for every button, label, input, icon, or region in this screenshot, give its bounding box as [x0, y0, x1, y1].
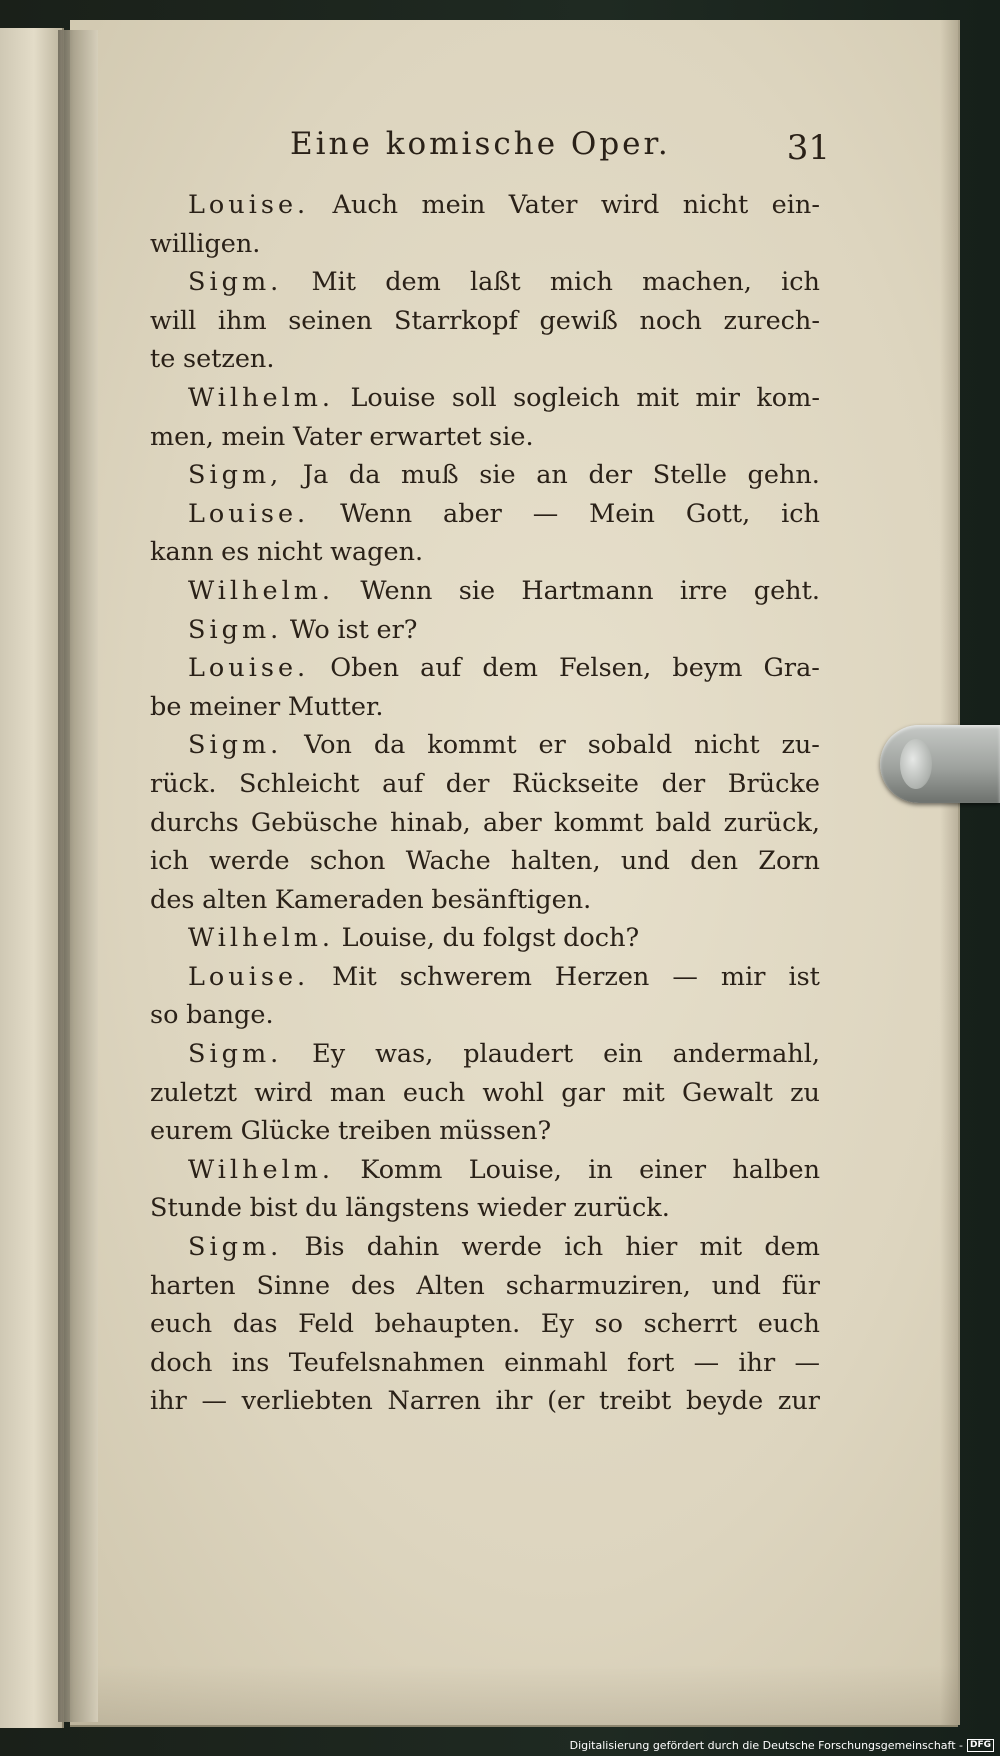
word: Kameraden	[274, 884, 424, 915]
word: euch	[150, 1309, 213, 1340]
dfg-logo: DFG	[967, 1739, 994, 1752]
word: nicht	[694, 730, 760, 761]
word: euch	[402, 1077, 466, 1108]
text-line	[150, 1228, 820, 1267]
word: zu-	[781, 730, 820, 761]
word: ich	[781, 498, 820, 529]
text-line	[150, 726, 820, 765]
word: das	[232, 1309, 278, 1340]
word: hier	[625, 1232, 678, 1263]
word: Mit	[311, 267, 356, 298]
word: Herzen	[554, 961, 650, 992]
page-edge-shadow	[940, 20, 958, 1725]
word: geht.	[753, 575, 820, 606]
text-line	[150, 688, 820, 727]
word: Mein	[589, 498, 655, 529]
word: —	[532, 498, 559, 529]
word: der	[661, 768, 706, 799]
word: so	[150, 1000, 179, 1031]
word: dem	[764, 1232, 820, 1263]
text-line	[150, 1305, 820, 1344]
word: wird	[600, 190, 660, 220]
word: aber	[482, 807, 542, 838]
word: scharmuziren,	[505, 1270, 691, 1301]
speaker-name: Sigm.	[188, 267, 283, 298]
word: verliebten	[241, 1386, 373, 1417]
word: aber	[443, 498, 502, 529]
speaker-name: Wilhelm.	[188, 575, 335, 606]
word: an	[536, 460, 568, 491]
word: fort	[627, 1347, 675, 1378]
word: halten,	[510, 846, 601, 877]
word: dem	[385, 267, 441, 298]
word: sie	[479, 460, 516, 491]
word: muß	[401, 460, 459, 491]
word: Louise,	[468, 1154, 562, 1185]
word: treiben	[338, 1116, 432, 1147]
word: sobald	[587, 730, 673, 761]
text-line	[150, 225, 820, 264]
word: Zorn	[758, 846, 820, 877]
word: Ey	[312, 1039, 346, 1070]
word: bald	[655, 807, 712, 838]
text-line	[150, 996, 820, 1035]
word: beyde	[685, 1386, 764, 1417]
speaker-name: Sigm.	[188, 1232, 283, 1263]
book-gutter	[58, 30, 98, 1722]
text-line	[150, 533, 820, 572]
word: Glücke	[240, 1116, 331, 1147]
word: ich	[150, 846, 189, 877]
word: Vater	[508, 190, 578, 220]
word: kommt	[427, 730, 517, 761]
word: er?	[376, 614, 418, 645]
word: einmahl	[504, 1347, 608, 1378]
word: Wache	[405, 846, 491, 877]
word: kommt	[553, 807, 644, 838]
word: für	[781, 1270, 820, 1301]
word: Sinne	[256, 1270, 331, 1301]
text-line	[150, 1151, 820, 1190]
speaker-name: Louise.	[188, 190, 310, 220]
word: ich	[564, 1232, 604, 1263]
text-line	[150, 302, 820, 341]
word: Brücke	[727, 768, 820, 799]
word: mit	[622, 1077, 665, 1108]
word: bange.	[186, 1000, 274, 1031]
text-line	[150, 1112, 820, 1151]
page-clip	[880, 725, 1000, 803]
word: und	[711, 1270, 761, 1301]
word: Bis	[304, 1232, 345, 1263]
text-line	[150, 1189, 820, 1228]
word: laßt	[470, 267, 521, 298]
word: zuletzt	[150, 1077, 238, 1108]
word: —	[693, 1347, 720, 1378]
word: gewiß	[539, 305, 618, 336]
word: sie	[458, 575, 496, 606]
word: halben	[732, 1154, 820, 1185]
speaker-name: Wilhelm.	[188, 382, 335, 413]
word: Wo	[289, 614, 330, 645]
credit-text: Digitalisierung gefördert durch die Deutsche Forschungsgemeinschaft -	[569, 1739, 963, 1752]
word: nicht	[682, 190, 749, 220]
word: man	[329, 1077, 386, 1108]
word: —	[672, 961, 698, 992]
word: mein	[221, 421, 286, 452]
word: setzen.	[182, 344, 275, 375]
word: kom-	[756, 382, 820, 413]
text-line	[150, 572, 820, 611]
word: scherrt	[643, 1309, 738, 1340]
word: ins	[231, 1347, 270, 1378]
word: machen,	[642, 267, 752, 298]
word: zurück,	[723, 807, 820, 838]
word: werde	[209, 846, 290, 877]
word: ist	[337, 614, 369, 645]
word: rück.	[150, 768, 217, 799]
word: längstens	[345, 1193, 470, 1224]
word: wagen.	[330, 537, 424, 568]
word: Alten	[416, 1270, 485, 1301]
word: harten	[150, 1270, 236, 1301]
word: Stelle	[652, 460, 727, 491]
word: behaupten.	[374, 1309, 521, 1340]
word: werde	[461, 1232, 543, 1263]
word: ein-	[771, 190, 820, 220]
text-line	[150, 649, 820, 688]
text-line	[150, 1382, 820, 1421]
word: folgst	[482, 923, 556, 954]
text-line	[150, 919, 820, 958]
word: men,	[150, 421, 214, 452]
word: be	[150, 691, 182, 722]
word: hinab,	[390, 807, 471, 838]
word: ist	[788, 961, 820, 992]
text-line	[150, 1035, 820, 1074]
word: Wenn	[340, 498, 413, 529]
word: des	[150, 884, 195, 915]
word: Rückseite	[511, 768, 640, 799]
word: bist	[249, 1193, 298, 1224]
word: zurech-	[723, 305, 820, 336]
word: ihr	[150, 1386, 187, 1417]
word: Hartmann	[521, 575, 654, 606]
speaker-name: Sigm.	[188, 1039, 283, 1070]
speaker-name: Sigm,	[188, 460, 283, 491]
word: beym	[672, 653, 743, 684]
text-line	[150, 495, 820, 534]
word: Mutter.	[287, 691, 384, 722]
word: Gott,	[685, 498, 751, 529]
word: zurück.	[573, 1193, 670, 1224]
text-line	[150, 340, 820, 379]
word: kann	[150, 537, 214, 568]
word: und	[620, 846, 670, 877]
word: der	[445, 768, 490, 799]
speaker-name: Sigm.	[188, 614, 283, 645]
page-foot-shadow	[70, 1665, 958, 1725]
word: da	[348, 460, 381, 491]
speaker-name: Wilhelm.	[188, 923, 335, 954]
text-line	[150, 456, 820, 495]
text-line	[150, 186, 820, 225]
word: ein	[603, 1039, 643, 1070]
word: meiner	[189, 691, 281, 722]
word: zur	[777, 1386, 820, 1417]
word: Gewalt	[681, 1077, 773, 1108]
word: Gra-	[763, 653, 820, 684]
word: wieder	[477, 1193, 566, 1224]
word: ihr	[495, 1386, 533, 1417]
word: nicht	[256, 537, 323, 568]
word: sogleich	[513, 382, 620, 413]
word: euch	[757, 1309, 820, 1340]
word: des	[350, 1270, 396, 1301]
word: einer	[639, 1154, 707, 1185]
word: mit	[636, 382, 679, 413]
word: ihr	[738, 1347, 776, 1378]
speaker-name: Louise.	[188, 498, 310, 529]
page-header	[150, 120, 840, 180]
word: Schleicht	[239, 768, 360, 799]
text-line	[150, 379, 820, 418]
word: mir	[695, 382, 740, 413]
text-line	[150, 611, 820, 650]
word: mir	[720, 961, 766, 992]
word: seinen	[288, 305, 373, 336]
word: erwartet	[369, 421, 482, 452]
word: alten	[202, 884, 268, 915]
word: besänftigen.	[431, 884, 592, 915]
word: Felsen,	[559, 653, 652, 684]
text-line	[150, 1074, 820, 1113]
text-line	[150, 958, 820, 997]
word: treibt	[599, 1386, 672, 1417]
word: eurem	[150, 1116, 233, 1147]
word: Wenn	[360, 575, 433, 606]
text-line	[150, 263, 820, 302]
word: Louise	[350, 382, 436, 413]
word: der	[588, 460, 633, 491]
running-head: Eine komische Oper.	[290, 126, 671, 162]
text-line	[150, 418, 820, 457]
page-clip-hole	[900, 739, 932, 789]
word: Feld	[298, 1309, 354, 1340]
word: Vater	[292, 421, 362, 452]
word: Von	[304, 730, 352, 761]
word: noch	[639, 305, 702, 336]
word: —	[794, 1347, 820, 1378]
word: will	[150, 305, 197, 336]
word: gar	[561, 1077, 605, 1108]
word: ihm	[217, 305, 267, 336]
word: auf	[420, 653, 462, 684]
text-line	[150, 765, 820, 804]
text-line	[150, 1344, 820, 1383]
word: Mit	[332, 961, 377, 992]
word: es	[221, 537, 250, 568]
word: den	[690, 846, 739, 877]
word: wird	[254, 1077, 313, 1108]
word: mich	[549, 267, 613, 298]
word: (er	[547, 1386, 585, 1417]
word: mit	[699, 1232, 743, 1263]
word: du	[305, 1193, 338, 1224]
word: doch?	[563, 923, 640, 954]
page-text	[150, 186, 820, 1421]
word: müssen?	[439, 1116, 552, 1147]
word: schwerem	[399, 961, 532, 992]
word: Auch	[332, 190, 399, 220]
word: Stunde	[150, 1193, 242, 1224]
word: da	[373, 730, 406, 761]
word: willigen.	[150, 228, 261, 259]
word: Ey	[540, 1309, 574, 1340]
word: auf	[382, 768, 424, 799]
word: durchs	[150, 807, 239, 838]
word: gehn.	[747, 460, 820, 491]
word: Starrkopf	[394, 305, 518, 336]
word: te	[150, 344, 176, 375]
word: so	[594, 1309, 623, 1340]
word: andermahl,	[672, 1039, 820, 1070]
word: in	[588, 1154, 613, 1185]
text-line	[150, 842, 820, 881]
text-line	[150, 804, 820, 843]
word: Narren	[387, 1386, 481, 1417]
text-line	[150, 881, 820, 920]
word: doch	[150, 1347, 213, 1378]
word: Ja	[302, 460, 329, 491]
word: Komm	[360, 1154, 443, 1185]
speaker-name: Louise.	[188, 961, 310, 992]
speaker-name: Sigm.	[188, 730, 283, 761]
speaker-name: Wilhelm.	[188, 1154, 335, 1185]
digitization-credit	[570, 1739, 994, 1752]
word: Teufelsnahmen	[288, 1347, 485, 1378]
word: irre	[679, 575, 728, 606]
word: sie.	[489, 421, 534, 452]
word: wohl	[482, 1077, 545, 1108]
word: —	[201, 1386, 227, 1417]
word: Louise,	[341, 923, 435, 954]
word: schon	[309, 846, 386, 877]
word: Oben	[330, 653, 400, 684]
word: mein	[421, 190, 486, 220]
word: Gebüsche	[250, 807, 378, 838]
word: plaudert	[463, 1039, 574, 1070]
page-number: 31	[786, 128, 830, 168]
word: du	[442, 923, 476, 954]
facing-page-edge	[0, 28, 64, 1728]
word: er	[538, 730, 566, 761]
text-line	[150, 1267, 820, 1306]
word: zu	[790, 1077, 820, 1108]
speaker-name: Louise.	[188, 653, 310, 684]
word: ich	[781, 267, 820, 298]
word: dahin	[366, 1232, 440, 1263]
word: soll	[451, 382, 497, 413]
word: dem	[482, 653, 538, 684]
word: was,	[375, 1039, 434, 1070]
